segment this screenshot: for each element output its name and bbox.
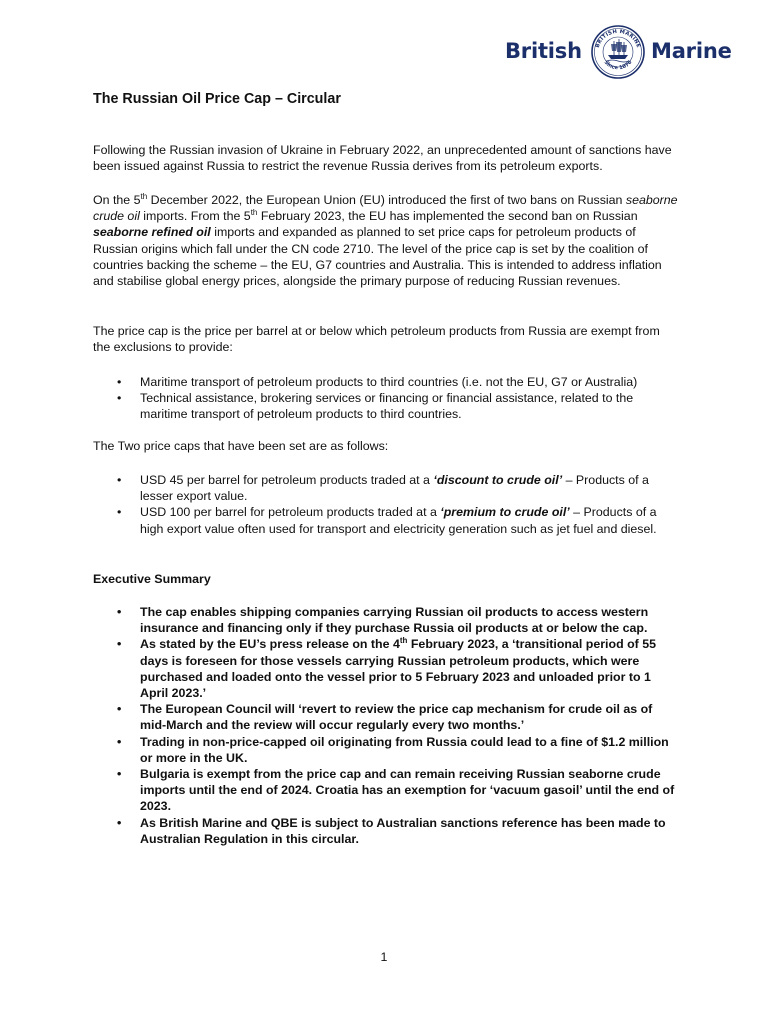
- list-item: • Trading in non-price-capped oil originating from Russia could lead to a fine of $1.2 million or more in the UK.: [117, 734, 669, 765]
- page-title: The Russian Oil Price Cap – Circular: [93, 91, 341, 107]
- list-item: • Technical assistance, brokering services or financing or financial assistance, related to the maritime transport of petroleum products to third countries.: [117, 391, 634, 422]
- bullet-icon: •: [117, 702, 122, 717]
- list-item: • The European Council will ‘revert to review the price cap mechanism for crude oil as of mid-March and the review will occur regularly every two months.’: [117, 702, 653, 733]
- bullet-icon: •: [117, 505, 122, 520]
- executive-summary-heading: Executive Summary: [93, 572, 211, 586]
- list-item: • As stated by the EU’s press release on the 4th February 2023, a ‘transitional period of 55 days is foreseen for those vessels carrying Russian petroleum products, which were purchased and loaded onto the vessel prior to 5 February 2023 and unloaded prior to 1 April 2023.’: [117, 636, 657, 701]
- list-item: • Maritime transport of petroleum products to third countries (i.e. not the EU, G7 or Australia): [117, 375, 638, 389]
- price-caps-list: [93, 472, 678, 537]
- list-item: • USD 100 per barrel for petroleum products traded at a ‘premium to crude oil’ – Products of a high export value often used for transport and electricity generation such as jet fuel and diesel.: [117, 505, 657, 536]
- logo-word-british: British: [505, 39, 582, 63]
- list-item: • Bulgaria is exempt from the price cap and can remain receiving Russian seaborne crude imports until the end of 2024. Croatia has an exemption for ‘vacuum gasoil’ until the end of 2023.: [117, 767, 675, 814]
- definition-paragraph: The price cap is the price per barrel at or below which petroleum products from Russia are exempt from the exclusions to provide:: [93, 324, 660, 355]
- bullet-icon: •: [117, 734, 122, 749]
- executive-summary-list: [93, 604, 678, 847]
- seal-text: BRITISH MARINE: [594, 28, 642, 49]
- exclusions-list: [93, 374, 678, 423]
- ship-seal-icon: [589, 24, 647, 80]
- seaborne-refined-oil-emphasis: seaborne refined oil: [93, 225, 211, 240]
- intro-paragraph: Following the Russian invasion of Ukraine in February 2022, an unprecedented amount of sanctions have been issued against Russia to restrict the revenue Russia derives from its petroleum exports.: [93, 143, 672, 174]
- list-item: • As British Marine and QBE is subject to Australian sanctions reference has been made to Australian Regulation in this circular.: [117, 815, 666, 846]
- logo-word-marine: Marine: [651, 39, 732, 63]
- eu-ban-paragraph: On the 5th December 2022, the European Union (EU) introduced the first of two bans on Russian seaborne crude oil imports. From the 5th February 2023, the EU has implemented the second ban on Russian seaborne refined oil imports and expanded as planned to set price caps for petroleum products of Russian origins which fall under the CN code 2710. The level of the price cap is set by the coalition of countries backing the scheme – the EU, G7 countries and Australia. This is intended to address inflation and stabilise global energy prices, alongside the primary purpose of reducing Russian revenues.: [93, 191, 678, 289]
- list-item: • USD 45 per barrel for petroleum products traded at a ‘discount to crude oil’ – Products of a lesser export value.: [117, 473, 649, 504]
- seal-year: Since 1876: [602, 59, 634, 72]
- caps-intro: The Two price caps that have been set are as follows:: [93, 439, 389, 453]
- bullet-icon: •: [117, 637, 122, 652]
- bullet-icon: •: [117, 391, 122, 406]
- bullet-icon: •: [117, 473, 122, 487]
- seaborne-crude-oil-emphasis: seaborne crude oil: [93, 193, 678, 224]
- bullet-icon: •: [117, 767, 122, 782]
- british-marine-logo: [505, 24, 733, 82]
- bullet-icon: •: [117, 605, 122, 619]
- bullet-icon: •: [117, 815, 122, 830]
- page-number: 1: [380, 950, 388, 964]
- bullet-icon: •: [117, 375, 122, 389]
- list-item: • The cap enables shipping companies carrying Russian oil products to access western insurance and financing only if they purchase Russia oil products at or below the cap.: [117, 605, 649, 636]
